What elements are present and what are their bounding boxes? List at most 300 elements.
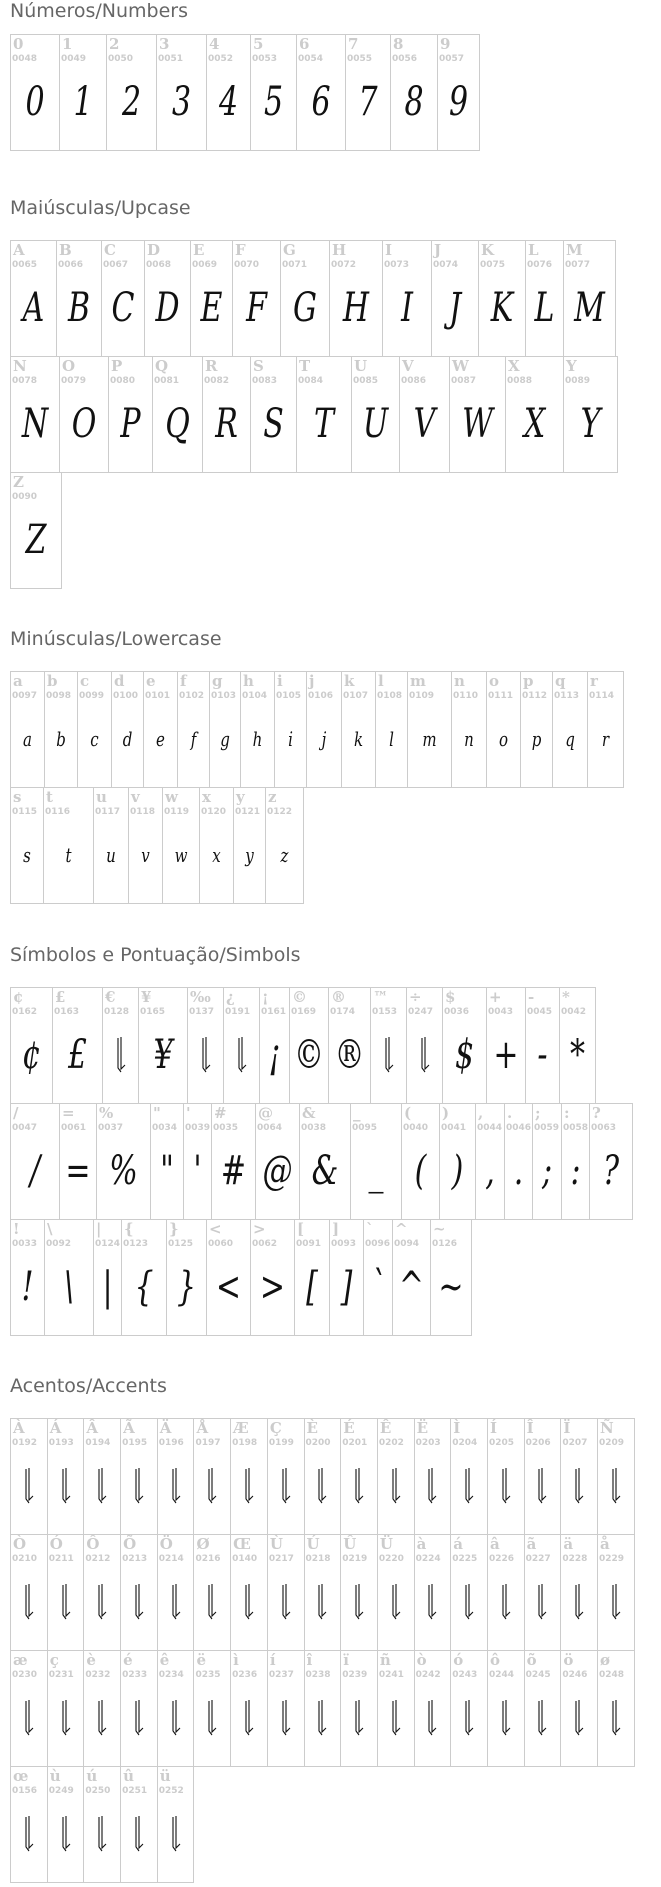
char-code: 0066: [58, 260, 84, 270]
glyph-cell: [259, 987, 290, 1104]
missing-glyph-icon: [158, 1693, 194, 1743]
char-code: 0108: [377, 691, 403, 701]
char-code: 0082: [204, 376, 230, 386]
char-label: œ: [13, 1767, 29, 1785]
missing-glyph-icon: [268, 1577, 304, 1627]
glyph-cell: [370, 987, 407, 1104]
glyph-sample: A: [22, 285, 45, 331]
char-label: u: [96, 788, 107, 806]
char-label: Õ: [123, 1535, 137, 1553]
char-code: 0231: [48, 1670, 74, 1680]
char-code: 0248: [599, 1670, 625, 1680]
glyph-cell: [559, 987, 596, 1104]
char-label: 2: [109, 35, 120, 53]
char-label: í: [269, 1651, 276, 1669]
char-label: â: [489, 1535, 500, 1553]
glyph-cell: [157, 1766, 195, 1883]
missing-glyph-icon: [84, 1693, 120, 1743]
char-label: Ç: [269, 1419, 282, 1437]
missing-glyph-icon: [158, 1809, 194, 1859]
glyph-cell: [340, 1534, 378, 1651]
missing-glyph-icon: [11, 1577, 47, 1627]
char-code: 0233: [122, 1670, 148, 1680]
char-label: &: [302, 1104, 316, 1122]
glyph-sample: ©: [294, 1032, 324, 1078]
numbers-row: [10, 34, 479, 151]
char-label: T: [299, 357, 311, 375]
section-title-symbols: Símbolos e Pontuação/Simbols: [10, 944, 301, 966]
char-code: 0115: [12, 807, 38, 817]
char-label: p: [523, 672, 534, 690]
char-code: 0101: [145, 691, 171, 701]
missing-glyph-icon: [84, 1461, 120, 1511]
char-code: 0094: [394, 1239, 420, 1249]
glyph-cell: [340, 1418, 378, 1535]
glyph-cell: [120, 1418, 158, 1535]
glyph-sample: M: [574, 285, 605, 331]
glyph-sample: 2: [121, 79, 142, 125]
char-code: 0074: [433, 260, 459, 270]
glyph-cell: [552, 671, 588, 788]
char-code: 0090: [12, 492, 38, 502]
char-code: 0046: [506, 1123, 532, 1133]
glyph-cell: [430, 1219, 472, 1336]
char-code: 0191: [225, 1007, 251, 1017]
glyph-cell: [450, 1418, 488, 1535]
char-code: 0089: [565, 376, 591, 386]
glyph-cell: [475, 1103, 505, 1220]
char-code: 0113: [554, 691, 580, 701]
char-code: 0087: [451, 376, 477, 386]
char-label: á: [453, 1535, 463, 1553]
glyph-cell: [487, 1650, 525, 1767]
glyph-sample: [: [306, 1264, 318, 1310]
char-code: 0052: [208, 54, 234, 64]
missing-glyph-icon: [268, 1693, 304, 1743]
char-code: 0084: [298, 376, 324, 386]
char-code: 0193: [48, 1438, 74, 1448]
glyph-sample: u: [106, 843, 116, 867]
char-label: l: [378, 672, 384, 690]
char-code: 0194: [85, 1438, 111, 1448]
glyph-sample: G: [293, 285, 317, 331]
glyph-sample: L: [534, 285, 555, 331]
glyph-cell: [504, 1103, 533, 1220]
glyph-cell: [202, 356, 251, 473]
glyph-cell: [414, 1650, 452, 1767]
char-code: 0116: [45, 807, 71, 817]
glyph-cell: [267, 1418, 305, 1535]
char-label: ÷: [409, 988, 422, 1006]
char-code: 0068: [146, 260, 172, 270]
char-label: ä: [563, 1535, 574, 1553]
missing-glyph-icon: [121, 1461, 157, 1511]
glyph-cell: [10, 1219, 45, 1336]
char-label: /: [13, 1104, 19, 1122]
glyph-sample: {: [134, 1264, 154, 1310]
char-label: V: [402, 357, 414, 375]
char-code: 0033: [12, 1239, 38, 1249]
char-label: L: [528, 241, 539, 259]
glyph-sample: i: [288, 727, 293, 751]
char-code: 0238: [305, 1670, 331, 1680]
glyph-sample: D: [155, 285, 180, 331]
glyph-cell: [377, 1650, 415, 1767]
char-label: ®: [331, 988, 346, 1006]
glyph-cell: [304, 1534, 342, 1651]
char-code: 0162: [12, 1007, 38, 1017]
char-code: 0218: [305, 1554, 331, 1564]
char-code: 0059: [534, 1123, 560, 1133]
missing-glyph-icon: [525, 1461, 561, 1511]
glyph-sample: a: [23, 727, 32, 751]
glyph-sample: Q: [165, 401, 190, 447]
char-label: #: [214, 1104, 227, 1122]
glyph-cell: [597, 1418, 635, 1535]
glyph-cell: [156, 34, 207, 151]
char-label: ¿: [226, 988, 235, 1006]
char-code: 0088: [507, 376, 533, 386]
char-code: 0205: [488, 1438, 514, 1448]
char-code: 0243: [452, 1670, 478, 1680]
char-code: 0049: [61, 54, 87, 64]
glyph-cell: [47, 1534, 85, 1651]
char-code: 0040: [403, 1123, 429, 1133]
glyph-cell: [274, 671, 307, 788]
char-label: $: [445, 988, 456, 1006]
glyph-sample: >: [259, 1264, 286, 1310]
glyph-cell: [350, 1103, 402, 1220]
char-code: 0242: [415, 1670, 441, 1680]
glyph-cell: [144, 240, 191, 357]
glyph-cell: [59, 1103, 97, 1220]
glyph-cell: [157, 1418, 195, 1535]
glyph-sample: ¥: [153, 1032, 173, 1078]
glyph-cell: [83, 1650, 121, 1767]
missing-glyph-icon: [11, 1809, 47, 1859]
missing-glyph-icon: [525, 1693, 561, 1743]
glyph-sample: F: [246, 285, 267, 331]
glyph-sample: f: [190, 727, 197, 751]
char-label: \: [47, 1220, 53, 1238]
char-label: Û: [343, 1535, 357, 1553]
glyph-cell: [525, 240, 564, 357]
glyph-cell: [351, 356, 400, 473]
missing-glyph-icon: [561, 1461, 597, 1511]
char-code: 0077: [565, 260, 591, 270]
char-label: i: [277, 672, 283, 690]
char-code: 0105: [276, 691, 302, 701]
glyph-sample: ': [193, 1148, 202, 1194]
char-label: >: [253, 1220, 266, 1238]
char-label: ã: [526, 1535, 537, 1553]
char-label: s: [13, 788, 22, 806]
char-code: 0214: [158, 1554, 184, 1564]
char-code: 0198: [232, 1438, 258, 1448]
char-label: o: [489, 672, 500, 690]
char-label: 7: [348, 35, 359, 53]
glyph-cell: [377, 1418, 415, 1535]
glyph-sample: @: [262, 1148, 293, 1194]
char-code: 0112: [522, 691, 548, 701]
glyph-sample: T: [313, 401, 335, 447]
char-label: ?: [592, 1104, 601, 1122]
glyph-cell: [10, 987, 53, 1104]
glyph-sample: P: [120, 401, 141, 447]
accents-row: [10, 1418, 634, 1535]
glyph-sample: ": [160, 1148, 174, 1194]
char-code: 0247: [408, 1007, 434, 1017]
char-code: 0202: [378, 1438, 404, 1448]
char-code: 0207: [562, 1438, 588, 1448]
char-code: 0055: [347, 54, 373, 64]
missing-glyph-icon: [11, 1693, 47, 1743]
upcase-row: [10, 356, 617, 473]
char-code: 0039: [185, 1123, 211, 1133]
char-code: 0063: [591, 1123, 617, 1133]
glyph-cell: [267, 1534, 305, 1651]
char-label: Œ: [233, 1535, 251, 1553]
char-label: v: [131, 788, 140, 806]
char-label: 8: [393, 35, 404, 53]
char-code: 0239: [342, 1670, 368, 1680]
glyph-sample: K: [490, 285, 514, 331]
char-label: U: [354, 357, 368, 375]
glyph-cell: [377, 1534, 415, 1651]
glyph-sample: 6: [311, 79, 331, 125]
char-label: 6: [299, 35, 310, 53]
glyph-sample: o: [498, 727, 509, 751]
char-code: 0126: [432, 1239, 458, 1249]
char-label: Æ: [233, 1419, 249, 1437]
missing-glyph-icon: [451, 1693, 487, 1743]
glyph-sample: n: [464, 727, 474, 751]
glyph-cell: [240, 671, 275, 788]
char-label: à: [416, 1535, 427, 1553]
glyph-cell: [120, 1534, 158, 1651]
char-code: 0075: [480, 260, 506, 270]
char-code: 0123: [123, 1239, 149, 1249]
char-label: E: [193, 241, 205, 259]
glyph-cell: [289, 987, 329, 1104]
char-code: 0103: [211, 691, 237, 701]
glyph-sample: #: [220, 1148, 247, 1194]
glyph-cell: [10, 356, 60, 473]
char-label: P: [111, 357, 123, 375]
char-code: 0062: [252, 1239, 278, 1249]
char-label: B: [59, 241, 72, 259]
char-label: N: [13, 357, 27, 375]
char-label: ¢: [13, 988, 24, 1006]
glyph-cell: [341, 671, 376, 788]
char-label: d: [114, 672, 125, 690]
glyph-cell: [230, 1650, 268, 1767]
char-label: -: [528, 988, 535, 1006]
char-label: 9: [440, 35, 451, 53]
missing-glyph-icon: [268, 1461, 304, 1511]
char-code: 0137: [189, 1007, 215, 1017]
glyph-sample: `: [370, 1264, 386, 1310]
char-label: (: [404, 1104, 412, 1122]
char-label: ;: [535, 1104, 541, 1122]
char-code: 0220: [378, 1554, 404, 1564]
char-code: 0037: [98, 1123, 124, 1133]
char-label: Ã: [123, 1419, 135, 1437]
missing-glyph-icon: [231, 1693, 267, 1743]
char-code: 0225: [452, 1554, 478, 1564]
glyph-cell: [382, 240, 432, 357]
char-code: 0211: [48, 1554, 74, 1564]
glyph-cell: [166, 1219, 207, 1336]
char-code: 0228: [562, 1554, 588, 1564]
missing-glyph-icon: [231, 1577, 267, 1627]
missing-glyph-icon: [158, 1461, 194, 1511]
missing-glyph-icon: [598, 1461, 634, 1511]
glyph-sample: k: [353, 727, 364, 751]
section-title-upcase: Maiúsculas/Upcase: [10, 197, 191, 219]
char-label: r: [590, 672, 598, 690]
char-code: 0197: [195, 1438, 221, 1448]
glyph-cell: [10, 34, 60, 151]
accents-row: [10, 1650, 634, 1767]
char-code: 0042: [561, 1007, 587, 1017]
char-label: G: [283, 241, 296, 259]
glyph-cell: [520, 671, 553, 788]
char-label: ú: [86, 1767, 98, 1785]
char-label: ): [442, 1104, 450, 1122]
char-code: 0071: [282, 260, 308, 270]
char-label: ¥: [141, 988, 152, 1006]
glyph-sample: v: [141, 843, 150, 867]
missing-glyph-icon: [11, 1461, 47, 1511]
char-label: X: [508, 357, 520, 375]
char-code: 0107: [343, 691, 369, 701]
glyph-cell: [390, 34, 438, 151]
char-code: 0128: [104, 1007, 130, 1017]
char-label: ^: [395, 1220, 408, 1238]
symbols-row: [10, 987, 595, 1104]
glyph-cell: [505, 356, 564, 473]
missing-glyph-icon: [231, 1461, 267, 1511]
char-label: Ö: [159, 1535, 173, 1553]
glyph-sample: .: [513, 1148, 524, 1194]
glyph-cell: [10, 1766, 48, 1883]
upcase-row: [10, 240, 615, 357]
glyph-sample: E: [200, 285, 223, 331]
glyph-cell: [563, 356, 618, 473]
glyph-cell: [304, 1650, 342, 1767]
char-label: ó: [453, 1651, 464, 1669]
glyph-sample: U: [362, 401, 389, 447]
char-code: 0163: [54, 1007, 80, 1017]
glyph-cell: [199, 787, 234, 904]
char-label: ™: [373, 988, 388, 1006]
glyph-cell: [560, 1650, 598, 1767]
char-label: h: [243, 672, 254, 690]
missing-glyph-icon: [488, 1693, 524, 1743]
glyph-cell: [250, 34, 297, 151]
glyph-cell: [77, 671, 112, 788]
glyph-cell: [59, 34, 107, 151]
section-title-accents: Acentos/Accents: [10, 1375, 167, 1397]
glyph-cell: [10, 1650, 48, 1767]
char-label: Ê: [379, 1419, 392, 1437]
glyph-sample: ^: [398, 1264, 425, 1310]
missing-glyph-icon: [378, 1461, 414, 1511]
missing-glyph-icon: [194, 1693, 230, 1743]
glyph-cell: [162, 787, 200, 904]
glyph-cell: [209, 671, 241, 788]
char-label: M: [566, 241, 583, 259]
char-label: ø: [600, 1651, 611, 1669]
glyph-sample: O: [71, 401, 97, 447]
char-code: 0161: [261, 1007, 287, 1017]
glyph-sample: J: [448, 285, 462, 331]
char-code: 0034: [152, 1123, 178, 1133]
glyph-cell: [44, 671, 78, 788]
glyph-cell: [597, 1650, 635, 1767]
char-code: 0045: [527, 1007, 553, 1017]
glyph-cell: [478, 240, 526, 357]
glyph-sample: |: [102, 1264, 113, 1310]
char-code: 0140: [232, 1554, 258, 1564]
glyph-sample: 1: [73, 79, 93, 125]
char-code: 0219: [342, 1554, 368, 1564]
char-code: 0111: [488, 691, 514, 701]
glyph-cell: [230, 1534, 268, 1651]
glyph-cell: [10, 240, 57, 357]
char-code: 0048: [12, 54, 38, 64]
missing-glyph-icon: [48, 1461, 84, 1511]
char-code: 0120: [201, 807, 227, 817]
char-code: 0083: [252, 376, 278, 386]
char-code: 0121: [235, 807, 261, 817]
missing-glyph-icon: [451, 1461, 487, 1511]
glyph-cell: [47, 1418, 85, 1535]
missing-glyph-icon: [378, 1577, 414, 1627]
char-label: Í: [489, 1419, 497, 1437]
symbols-row: [10, 1103, 632, 1220]
char-label: ©: [292, 988, 307, 1006]
char-code: 0174: [330, 1007, 356, 1017]
char-label: g: [212, 672, 223, 690]
char-label: +: [489, 988, 502, 1006]
char-code: 0041: [441, 1123, 467, 1133]
char-label: A: [13, 241, 25, 259]
glyph-sample: Y: [580, 401, 601, 447]
glyph-sample: ¢: [21, 1032, 42, 1078]
char-label: Ï: [563, 1419, 571, 1437]
char-label: =: [62, 1104, 75, 1122]
char-code: 0070: [234, 260, 260, 270]
missing-glyph-icon: [451, 1577, 487, 1627]
char-code: 0244: [488, 1670, 514, 1680]
char-label: a: [13, 672, 23, 690]
char-code: 0080: [110, 376, 136, 386]
char-code: 0224: [415, 1554, 441, 1564]
char-code: 0229: [599, 1554, 625, 1564]
missing-glyph-icon: [188, 1030, 223, 1080]
glyph-cell: [306, 671, 342, 788]
char-code: 0234: [158, 1670, 184, 1680]
glyph-cell: [450, 1534, 488, 1651]
accents-row: [10, 1534, 634, 1651]
glyph-cell: [47, 1650, 85, 1767]
char-label: ï: [343, 1651, 349, 1669]
glyph-cell: [223, 987, 260, 1104]
glyph-cell: [597, 1534, 635, 1651]
glyph-cell: [106, 34, 157, 151]
